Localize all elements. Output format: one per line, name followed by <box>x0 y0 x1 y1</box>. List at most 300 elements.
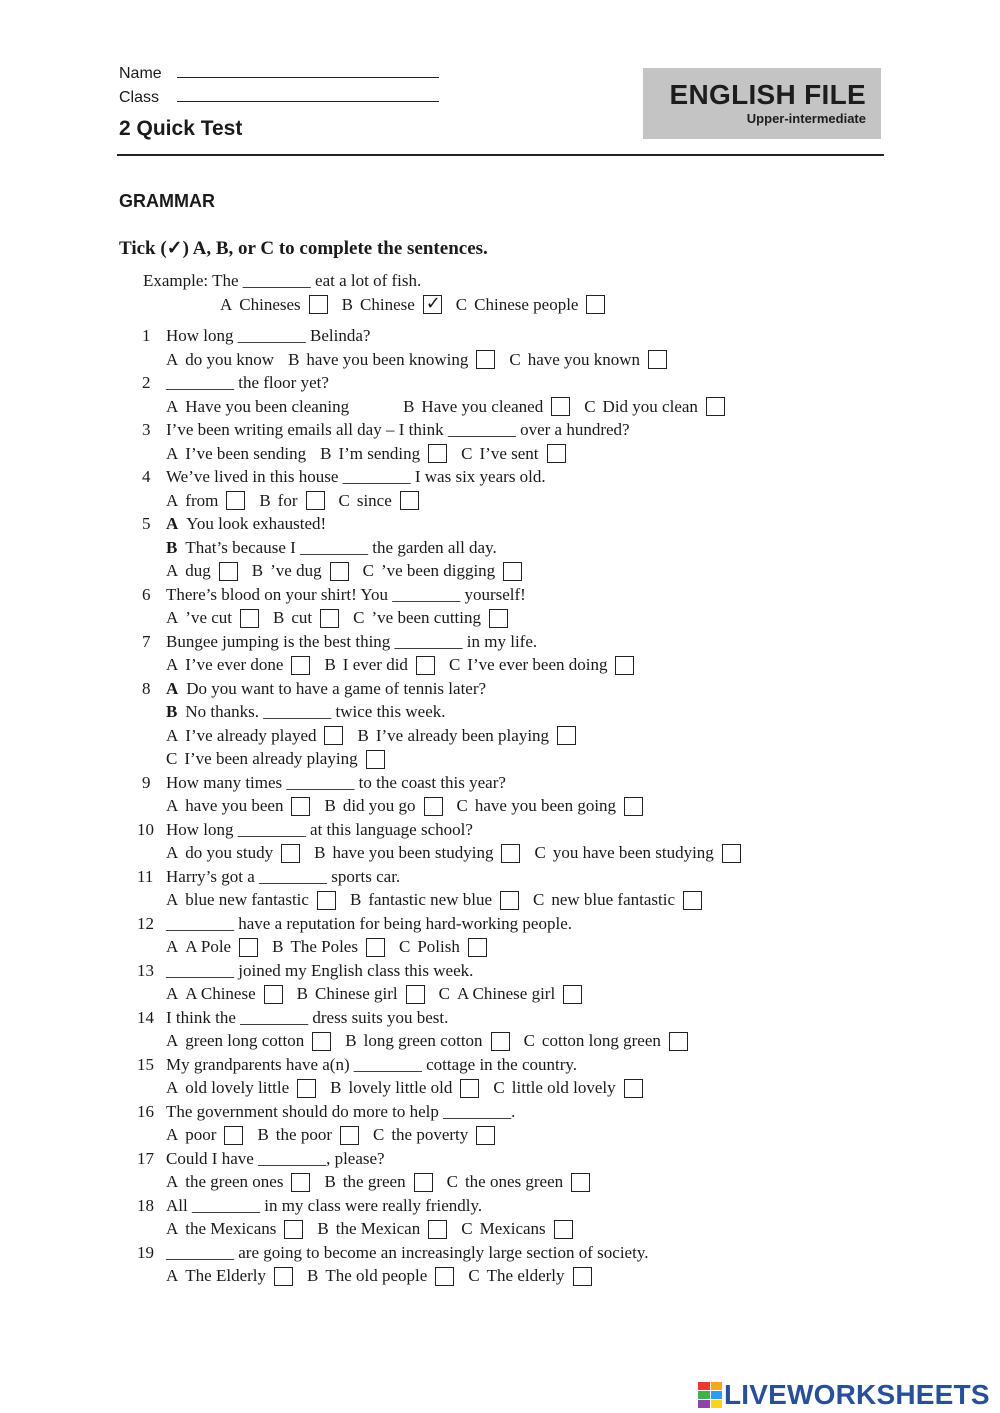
option-c[interactable] <box>509 350 667 370</box>
tick-box[interactable] <box>460 1079 479 1098</box>
option-a[interactable] <box>166 1266 293 1286</box>
option-text: Chinese <box>360 294 415 314</box>
tick-box[interactable] <box>468 938 487 957</box>
option-text: the Mexicans <box>185 1219 277 1238</box>
option-b[interactable] <box>297 984 425 1004</box>
option-b[interactable] <box>403 397 570 417</box>
option-b[interactable] <box>342 295 442 315</box>
tick-box[interactable] <box>274 1267 293 1286</box>
option-b[interactable] <box>288 350 495 370</box>
question-text: The government should do more to help ________. <box>166 1101 516 1121</box>
option-a[interactable] <box>166 397 349 417</box>
question-7-prompt <box>142 631 538 653</box>
option-letter: C <box>533 890 545 909</box>
option-letter: B <box>317 1219 329 1238</box>
tick-box[interactable] <box>683 891 702 910</box>
question-14-prompt <box>137 1007 449 1029</box>
question-text: I’ve been writing emails all day – I think ________ over a hundred? <box>166 420 630 439</box>
question-12-prompt <box>137 913 572 935</box>
english-file-logo <box>643 68 881 139</box>
option-text: Did you clean <box>602 396 698 416</box>
tick-box[interactable] <box>406 985 425 1004</box>
option-b[interactable] <box>307 1266 454 1286</box>
option-c[interactable] <box>166 749 385 769</box>
option-b[interactable] <box>252 561 349 581</box>
question-text: Harry’s got a ________ sports car. <box>166 866 401 886</box>
class-label: Class <box>119 89 160 106</box>
name-line[interactable] <box>177 64 439 78</box>
option-b[interactable] <box>259 491 324 511</box>
liveworksheets-brand <box>698 1379 990 1411</box>
option-text: the green <box>342 1172 406 1191</box>
option-text: ’ve dug <box>270 561 322 580</box>
question-19-prompt <box>137 1242 649 1264</box>
question-6-options <box>166 607 522 629</box>
tick-box[interactable] <box>557 726 576 745</box>
option-a[interactable] <box>166 984 283 1004</box>
option-c[interactable] <box>447 1172 591 1192</box>
option-letter: C <box>509 349 521 369</box>
tick-box[interactable] <box>366 750 385 769</box>
question-3-options <box>166 443 580 465</box>
tick-box[interactable] <box>239 938 258 957</box>
option-c[interactable] <box>584 397 725 417</box>
option-a[interactable] <box>166 796 310 816</box>
option-text: A Chinese girl <box>456 984 556 1003</box>
option-c[interactable] <box>373 1125 495 1145</box>
option-letter: C <box>362 561 374 580</box>
question-8-line <box>166 701 446 723</box>
option-letter: B <box>324 796 336 815</box>
option-letter: B <box>307 1266 319 1285</box>
question-11-options <box>166 889 716 911</box>
question-number: 17 <box>137 1148 154 1168</box>
tick-box[interactable] <box>571 1173 590 1192</box>
option-text: The Elderly <box>185 1266 266 1285</box>
option-letter: C <box>584 396 596 416</box>
option-text: ’ve cut <box>185 608 233 627</box>
tick-box[interactable] <box>340 1126 359 1145</box>
tick-box[interactable] <box>669 1032 688 1051</box>
option-a[interactable] <box>166 350 274 370</box>
question-17-prompt <box>137 1148 385 1170</box>
question-text: I think the ________ dress suits you best. <box>166 1007 449 1027</box>
question-number: 7 <box>142 631 151 651</box>
question-number: 2 <box>142 373 151 392</box>
class-line[interactable] <box>177 88 439 102</box>
option-text: from <box>185 490 219 510</box>
question-15-options <box>166 1077 657 1099</box>
question-14-options <box>166 1030 702 1052</box>
tick-box[interactable] <box>312 1032 331 1051</box>
question-18-prompt <box>137 1195 483 1217</box>
option-a[interactable] <box>166 890 336 910</box>
tick-box[interactable] <box>423 295 442 314</box>
option-letter: A <box>220 294 233 314</box>
question-6-prompt <box>142 584 526 606</box>
tick-box[interactable] <box>324 726 343 745</box>
option-text: I’ve sent <box>479 443 539 463</box>
option-text: little old lovely <box>511 1078 616 1097</box>
option-a[interactable] <box>166 655 310 675</box>
option-text: since <box>356 490 392 510</box>
option-letter: B <box>403 396 415 416</box>
question-text: Could I have ________, please? <box>166 1148 385 1168</box>
option-a[interactable] <box>166 1219 303 1239</box>
tick-box[interactable] <box>330 562 349 581</box>
question-number: 15 <box>137 1054 154 1074</box>
tick-box[interactable] <box>428 444 447 463</box>
option-text: Have you been cleaning <box>185 396 350 416</box>
option-c[interactable] <box>456 295 606 315</box>
option-letter: C <box>461 1219 473 1238</box>
question-8-line <box>142 678 487 700</box>
question-number: 10 <box>137 819 154 839</box>
tick-box[interactable] <box>624 1079 643 1098</box>
tick-box[interactable] <box>416 656 435 675</box>
option-text: the poor <box>275 1125 332 1144</box>
option-a[interactable] <box>166 726 343 746</box>
option-text: for <box>277 490 298 510</box>
option-letter: A <box>166 1172 179 1191</box>
option-text: I’ve been sending <box>185 443 307 463</box>
question-4-prompt <box>142 466 546 488</box>
option-text: The elderly <box>486 1266 565 1285</box>
option-text: ’ve been digging <box>380 561 496 580</box>
tick-box[interactable] <box>219 562 238 581</box>
question-8-options <box>166 725 590 747</box>
option-text: the green ones <box>185 1172 284 1191</box>
option-text: long green cotton <box>363 1031 483 1050</box>
option-c[interactable] <box>493 1078 642 1098</box>
tick-box[interactable] <box>291 656 310 675</box>
option-a[interactable] <box>166 1125 243 1145</box>
logo-tile <box>698 1382 710 1390</box>
tick-box[interactable] <box>320 609 339 628</box>
tick-box[interactable] <box>366 938 385 957</box>
tick-box[interactable] <box>309 295 328 314</box>
option-letter: A <box>166 725 179 745</box>
question-13-options <box>166 983 596 1005</box>
question-3-prompt <box>142 419 630 441</box>
option-letter: A <box>166 843 179 862</box>
tick-box[interactable] <box>226 491 245 510</box>
option-b[interactable] <box>350 890 519 910</box>
option-text: The old people <box>325 1266 428 1285</box>
option-b[interactable] <box>314 843 520 863</box>
option-a[interactable] <box>166 1172 310 1192</box>
option-letter: C <box>338 490 350 510</box>
tick-box[interactable] <box>573 1267 592 1286</box>
tick-box[interactable] <box>547 444 566 463</box>
option-text: have you been knowing <box>306 349 469 369</box>
tick-box[interactable] <box>306 491 325 510</box>
tick-box[interactable] <box>722 844 741 863</box>
tick-box[interactable] <box>706 397 725 416</box>
option-letter: C <box>456 796 468 815</box>
option-letter: B <box>357 725 369 745</box>
question-text: ________ joined my English class this week. <box>166 960 474 980</box>
option-b[interactable] <box>272 937 385 957</box>
option-b[interactable] <box>273 608 339 628</box>
header-divider <box>117 154 884 156</box>
example-options <box>220 294 619 316</box>
tick-box[interactable] <box>648 350 667 369</box>
dialogue-text: That’s because I ________ the garden all day. <box>185 537 497 557</box>
option-a[interactable] <box>166 1078 316 1098</box>
question-number: 16 <box>137 1101 154 1121</box>
section-title: GRAMMAR <box>119 191 215 211</box>
option-text: the Mexican <box>335 1219 421 1238</box>
option-text: have you known <box>527 349 641 369</box>
tick-box[interactable] <box>554 1220 573 1239</box>
liveworksheets-text: LIVEWORKSHEETS <box>724 1379 990 1410</box>
option-c[interactable] <box>439 984 583 1004</box>
tick-box[interactable] <box>476 1126 495 1145</box>
option-letter: A <box>166 890 179 909</box>
option-letter: B <box>349 890 362 909</box>
option-a[interactable] <box>166 1031 331 1051</box>
option-b[interactable] <box>324 655 434 675</box>
option-letter: A <box>166 1031 179 1050</box>
option-a[interactable] <box>220 295 328 315</box>
tick-box[interactable] <box>264 985 283 1004</box>
question-8-options-c <box>166 748 399 770</box>
question-9-options <box>166 795 657 817</box>
option-b[interactable] <box>345 1031 509 1051</box>
tick-box[interactable] <box>291 797 310 816</box>
option-letter: B <box>345 1031 357 1050</box>
tick-box[interactable] <box>563 985 582 1004</box>
option-letter: B <box>314 843 326 862</box>
option-letter: A <box>166 443 179 463</box>
option-c[interactable] <box>339 491 419 511</box>
question-1-prompt <box>142 325 371 347</box>
question-1-options <box>166 349 681 371</box>
test-title: 2 Quick Test <box>119 117 243 140</box>
option-a[interactable] <box>166 561 238 581</box>
option-letter: C <box>353 608 365 627</box>
question-18-options <box>166 1218 587 1240</box>
option-text: Polish <box>417 937 460 956</box>
question-text: Bungee jumping is the best thing ________ in my life. <box>166 631 538 651</box>
option-text: ’ve been cutting <box>371 608 481 627</box>
speaker-label: A <box>166 678 179 698</box>
option-b[interactable] <box>357 726 576 746</box>
option-letter: B <box>273 608 285 627</box>
option-letter: C <box>493 1078 505 1097</box>
option-text: I’ve been already playing <box>184 749 358 768</box>
option-letter: A <box>166 984 179 1003</box>
option-text: have you been studying <box>332 843 494 862</box>
question-text: My grandparents have a(n) ________ cottage in the country. <box>166 1054 578 1074</box>
logo-tile <box>711 1382 723 1390</box>
option-letter: A <box>166 490 179 510</box>
question-number: 1 <box>142 326 151 345</box>
option-letter: C <box>166 749 178 768</box>
option-letter: B <box>257 1125 269 1144</box>
option-a[interactable] <box>166 608 259 628</box>
dialogue-text: No thanks. ________ twice this week. <box>185 702 446 721</box>
option-letter: B <box>341 294 354 314</box>
question-15-prompt <box>137 1054 578 1076</box>
question-number: 5 <box>142 514 151 533</box>
option-letter: A <box>166 396 179 416</box>
option-a[interactable] <box>166 444 306 464</box>
class-field[interactable] <box>119 88 439 107</box>
option-c[interactable] <box>353 608 508 628</box>
option-c[interactable] <box>457 796 644 816</box>
tick-box[interactable] <box>284 1220 303 1239</box>
question-text: How long ________ at this language school? <box>166 819 473 839</box>
tick-box[interactable] <box>224 1126 243 1145</box>
liveworksheets-logo-icon <box>698 1382 722 1408</box>
tick-box[interactable] <box>317 891 336 910</box>
option-letter: C <box>461 443 473 463</box>
option-text: I’ve ever been doing <box>467 655 608 674</box>
option-c[interactable] <box>363 561 523 581</box>
tick-box[interactable] <box>624 797 643 816</box>
tick-box[interactable] <box>400 491 419 510</box>
option-letter: B <box>324 655 336 674</box>
option-letter: B <box>272 937 284 956</box>
example-text: Example: The ________ eat a lot of fish. <box>143 271 422 290</box>
question-text: We’ve lived in this house ________ I was six years old. <box>166 467 546 486</box>
option-text: I’ve already played <box>185 725 317 745</box>
question-number: 8 <box>142 678 151 698</box>
option-b[interactable] <box>257 1125 359 1145</box>
option-text: did you go <box>342 796 416 815</box>
question-16-options <box>166 1124 509 1146</box>
question-5-options <box>166 560 536 582</box>
option-letter: B <box>320 443 332 463</box>
tick-box[interactable] <box>503 562 522 581</box>
option-c[interactable] <box>533 890 702 910</box>
question-number: 12 <box>137 913 154 933</box>
option-b[interactable] <box>324 1172 432 1192</box>
option-text: poor <box>185 1125 217 1144</box>
option-a[interactable] <box>166 843 300 863</box>
tick-box[interactable] <box>586 295 605 314</box>
option-letter: A <box>166 1125 179 1144</box>
tick-box[interactable] <box>297 1079 316 1098</box>
tick-box[interactable] <box>551 397 570 416</box>
question-number: 13 <box>137 960 154 980</box>
tick-box[interactable] <box>414 1173 433 1192</box>
option-c[interactable] <box>534 843 740 863</box>
question-text: How long ________ Belinda? <box>166 326 371 345</box>
option-text: do you study <box>185 843 274 862</box>
option-text: green long cotton <box>185 1031 305 1050</box>
option-letter: A <box>166 796 179 815</box>
option-letter: A <box>166 561 179 580</box>
tick-box[interactable] <box>424 797 443 816</box>
logo-tile <box>698 1391 710 1399</box>
option-text: I’ve already been playing <box>375 725 550 745</box>
tick-box[interactable] <box>476 350 495 369</box>
question-number: 18 <box>137 1195 154 1215</box>
tick-box[interactable] <box>501 844 520 863</box>
question-16-prompt <box>137 1101 516 1123</box>
option-letter: A <box>166 349 179 369</box>
option-text: have you been going <box>474 796 617 815</box>
logo-title: ENGLISH FILE <box>669 79 866 110</box>
option-text: fantastic new blue <box>368 890 492 909</box>
tick-box[interactable] <box>500 891 519 910</box>
option-letter: A <box>166 655 179 674</box>
option-b[interactable] <box>320 444 447 464</box>
question-text: ________ have a reputation for being hard-working people. <box>166 913 572 933</box>
tick-box[interactable] <box>240 609 259 628</box>
option-c[interactable] <box>449 655 635 675</box>
tick-box[interactable] <box>291 1173 310 1192</box>
tick-box[interactable] <box>435 1267 454 1286</box>
example-prompt <box>143 270 421 292</box>
question-5-line <box>142 513 327 535</box>
speaker-label: B <box>166 537 178 557</box>
tick-box[interactable] <box>491 1032 510 1051</box>
question-number: 3 <box>142 420 151 439</box>
question-7-options <box>166 654 648 676</box>
question-19-options <box>166 1265 606 1287</box>
logo-tile <box>711 1391 723 1399</box>
option-letter: A <box>166 608 179 627</box>
question-10-prompt <box>137 819 473 841</box>
option-text: new blue fantastic <box>551 890 676 909</box>
option-text: blue new fantastic <box>185 890 309 909</box>
option-c[interactable] <box>461 444 565 464</box>
option-a[interactable] <box>166 937 258 957</box>
option-letter: C <box>448 655 461 674</box>
question-2-options <box>166 396 739 418</box>
tick-box[interactable] <box>489 609 508 628</box>
tick-box[interactable] <box>428 1220 447 1239</box>
option-c[interactable] <box>468 1266 591 1286</box>
question-number: 11 <box>137 866 154 886</box>
question-13-prompt <box>137 960 474 982</box>
speaker-label: A <box>166 514 179 533</box>
option-letter: A <box>166 1266 179 1285</box>
option-a[interactable] <box>166 491 245 511</box>
name-label: Name <box>119 65 162 82</box>
option-letter: A <box>166 937 179 956</box>
option-c[interactable] <box>524 1031 688 1051</box>
option-text: have you been <box>185 796 284 815</box>
option-b[interactable] <box>317 1219 447 1239</box>
question-12-options <box>166 936 501 958</box>
option-c[interactable] <box>461 1219 572 1239</box>
option-b[interactable] <box>324 796 442 816</box>
option-text: A Chinese <box>185 984 256 1003</box>
logo-subtitle: Upper-intermediate <box>746 111 866 126</box>
question-number: 14 <box>137 1007 154 1027</box>
option-c[interactable] <box>399 937 487 957</box>
tick-box[interactable] <box>281 844 300 863</box>
instruction: Tick (✓) A, B, or C to complete the sentences. <box>119 238 488 259</box>
name-field[interactable] <box>119 64 439 83</box>
question-10-options <box>166 842 755 864</box>
question-text: ________ the floor yet? <box>166 373 329 392</box>
option-letter: C <box>534 843 546 862</box>
option-text: I’ve ever done <box>185 655 284 674</box>
tick-box[interactable] <box>615 656 634 675</box>
question-4-options <box>166 490 433 512</box>
option-text: old lovely little <box>185 1078 290 1097</box>
option-b[interactable] <box>330 1078 479 1098</box>
question-text: ________ are going to become an increasingly large section of society. <box>166 1242 649 1262</box>
logo-tile <box>711 1400 723 1408</box>
speaker-label: B <box>166 702 178 721</box>
